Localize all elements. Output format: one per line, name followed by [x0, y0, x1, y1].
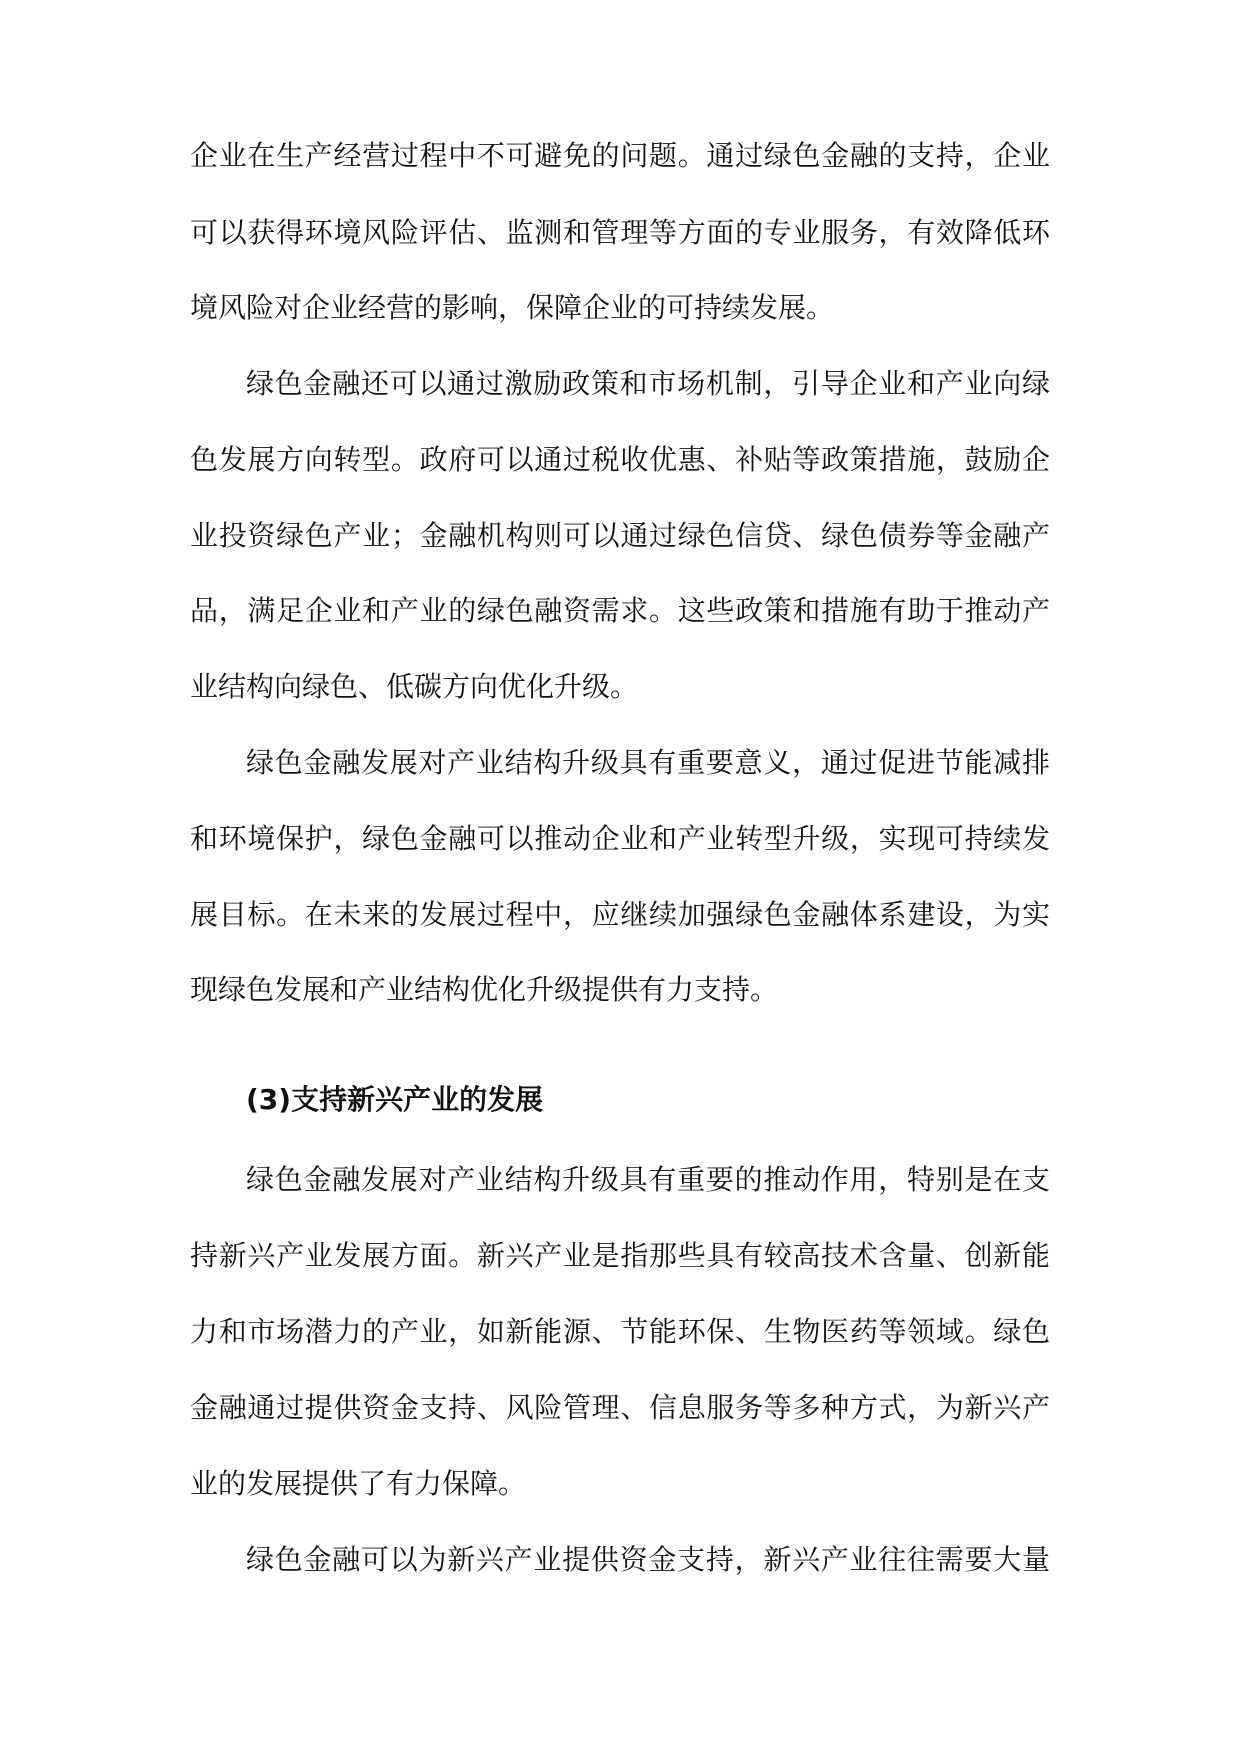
text-line: 绿色金融发展对产业结构升级具有重要意义，通过促进节能减排: [246, 746, 1050, 779]
text-line: 绿色金融发展对产业结构升级具有重要的推动作用，特别是在支: [246, 1163, 1050, 1196]
text-line: 业的发展提供了有力保障。: [190, 1467, 527, 1500]
text-line: 可以获得环境风险评估、监测和管理等方面的专业服务，有效降低环: [190, 216, 1050, 249]
text-line: 展目标。在未来的发展过程中，应继续加强绿色金融体系建设，为实: [190, 898, 1050, 931]
text-line: 金融通过提供资金支持、风险管理、信息服务等多种方式，为新兴产: [190, 1391, 1050, 1424]
text-line: 力和市场潜力的产业，如新能源、节能环保、生物医药等领域。绿色: [190, 1315, 1050, 1348]
text-line: 业投资绿色产业；金融机构则可以通过绿色信贷、绿色债券等金融产: [190, 519, 1050, 552]
text-line: 业结构向绿色、低碳方向优化升级。: [190, 670, 639, 703]
text-line: 色发展方向转型。政府可以通过税收优惠、补贴等政策措施，鼓励企: [190, 443, 1050, 476]
text-line: 持新兴产业发展方面。新兴产业是指那些具有较高技术含量、创新能: [190, 1239, 1050, 1272]
text-line: 境风险对企业经营的影响，保障企业的可持续发展。: [190, 291, 835, 324]
text-line: 企业在生产经营过程中不可避免的问题。通过绿色金融的支持，企业: [190, 139, 1050, 172]
text-line: 和环境保护，绿色金融可以推动企业和产业转型升级，实现可持续发: [190, 822, 1050, 855]
text-line: 品，满足企业和产业的绿色融资需求。这些政策和措施有助于推动产: [190, 594, 1050, 627]
text-line: 绿色金融可以为新兴产业提供资金支持，新兴产业往往需要大量: [246, 1543, 1050, 1576]
text-line: 现绿色发展和产业结构优化升级提供有力支持。: [190, 973, 779, 1006]
text-line: 绿色金融还可以通过激励政策和市场机制，引导企业和产业向绿: [246, 367, 1050, 400]
section-heading: (3)支持新兴产业的发展: [246, 1083, 544, 1116]
